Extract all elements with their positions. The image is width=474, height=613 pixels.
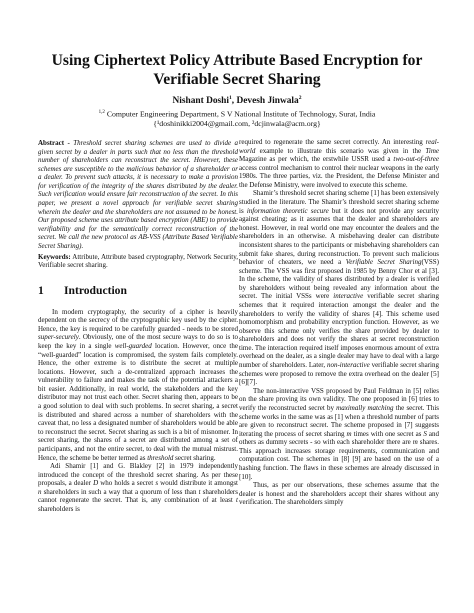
intro-p2-var: n: [38, 487, 42, 496]
body-paragraph-2: [239, 189, 439, 386]
left-column: [38, 139, 238, 514]
intro-p1-text: . Obviously, one of the most secure ways to do so is to keep the key in a single: [38, 333, 238, 350]
abstract-text: Threshold secret sharing schemes are used to divide a given secret by a dealer in parts such that no less than the threshold number of shareholders can reconstruct the secret. However, these schemes are susceptible to the malicious behavior of a shareholder or a dealer. To prevent such attacks, it is necessary to make a provision for verification of the integrity of the shares distributed by the dealer. Such verification would ensure fair reconstruction of the secret. In this paper, we present a novel approach for verifiable secret sharing wherein the dealer and the shareholders are not assumed to be honest. Our proposed scheme uses attribute based encryption (ABE) to provide verifiability and for the semantically correct reconstruction of the secret. We call the new protocol as AB-VSS (Attribute Based Verifiable Secret Sharing).: [38, 139, 238, 250]
intro-p1-text: secret sharing.: [173, 453, 216, 462]
body-p3-text: and others as dummy secrets - so with each shareholder there are: [239, 429, 439, 447]
intro-p2-text: Adi Shamir [1] and G. Blakley [2] in 1979 independently introduced the concept of the threshold secret sharing. As per these proposals, a dealer: [38, 462, 238, 488]
body-p2-emph: interactive: [333, 292, 364, 301]
body-p2-text: Shamir’s threshold secret sharing scheme [1] has been extensively studied in the literature. The Shamir’s threshold secret sharing scheme is: [239, 189, 439, 215]
body-p3-text: times with one secret as: [351, 429, 424, 438]
title-line-1: Using Ciphertext Policy Attribute Based Encryption for: [51, 52, 423, 69]
body-p3-emph: maximally matching: [336, 403, 394, 412]
intro-p1-text: In modern cryptography, the security of a cipher is heavily dependent on the secrecy of the cryptographic key used by the cipher. Hence, the key is required to be carefully guarded - needs to be stored: [38, 307, 238, 333]
body-p3-text: shares. This approach increases storage requirements, communication and computation cost. The schemes in [8] [9] are based on the use of a hashing function. The flaws in these schemes are already discussed in [10].: [239, 438, 439, 481]
body-p1-text: access control mechanism to control their nuclear weapons in the early 1980s. The three parties, viz. the President, the Defense Minister and the Defense Ministry, were involved to execute this scheme.: [239, 163, 439, 189]
right-column: [239, 138, 439, 507]
body-p1-emph: two-out-of-three: [393, 155, 439, 164]
body-p2-text: (VSS) scheme. The VSS was first proposed in 1985 by Benny Chor et al [3]. In the scheme, the validity of shares distributed by a dealer is verified by shareholders without being revealed any information about the secret. The initial VSSs were: [239, 258, 439, 301]
body-p3-var: S: [423, 429, 427, 438]
intro-p2-var: D: [93, 479, 99, 488]
body-p3-text: the secret. This scheme works in the same was as [1] when a threshold number of parts are given to reconstruct secret. The scheme proposed in [7] suggests iterating the process of secret sharing: [239, 403, 439, 438]
body-p2-emph: non-interactive: [326, 361, 370, 370]
affiliation-sup: 1,2: [98, 110, 105, 115]
intro-p2-text: would distribute it amongst: [158, 479, 238, 488]
author-2: Devesh Jinwala: [236, 96, 299, 107]
body-p1-text: example to illustrate this scenario was given in the: [255, 146, 426, 155]
affiliation-block: [20, 108, 454, 129]
intro-p1-emph: threshold: [147, 453, 174, 462]
affiliation-text: Computer Engineering Department, S V National Institute of Technology, Surat, India: [104, 109, 376, 119]
body-p1-emph: real-world: [239, 138, 439, 155]
abstract-label: Abstract -: [38, 139, 74, 147]
author-list: [20, 95, 454, 106]
intro-p2-text: shareholders cannot regenerate the secret. That is, any combination of at least: [38, 487, 238, 505]
body-p2-emph: information theoretic secure: [246, 206, 329, 215]
keywords: [38, 253, 238, 270]
author-separator: ,: [231, 96, 237, 107]
section-heading-introduction: [38, 284, 238, 297]
body-p2-text: verifiable secret sharing schemes were proposed to remove the extra overhead on the dealer [5][6][7].: [239, 361, 439, 387]
intro-p1-text: location. However, once the “well-guarded” location is compromised, the system fails completely. Hence, the other extreme is to distribute the secret at multiple locations. However, such a de-centralized approach increases the vulnerability to failure and makes the task of the potential attackers a bit easier. Additionally, in real world, the stakeholders and the key distributor may not trust each other. Secret sharing then, appears to be a good solution to deal with such problems. In secret sharing, a secret is distributed and shared across a number of shareholders with the caveat that, no less a designated number of shareholders would be able to reconstruct the secret. Secret sharing as such is a bit of misnomer. In secret sharing, the shares of a secret are distributed among a set of participants, and not the entire secret, to deal with the mutual mistrust. Hence, the scheme be better termed as: [38, 341, 238, 462]
keywords-text: Attribute, Attribute based cryptography, Network Security, Verifiable secret sharing.: [38, 252, 238, 270]
author-emails: {¹doshinikki2004@gmail.com, ²dcjinwala@acm.org}: [153, 119, 321, 129]
intro-p2-var: s: [155, 479, 159, 488]
intro-p1-emph: super-securely: [38, 333, 79, 342]
author-1-sup: 1: [229, 95, 232, 101]
intro-p2-var: t: [236, 496, 238, 505]
body-paragraph-4: [239, 481, 439, 507]
keywords-label: Keywords:: [38, 252, 71, 261]
section-number: 1: [38, 283, 44, 297]
author-2-sup: 2: [298, 95, 302, 101]
intro-paragraph-2: [38, 462, 238, 513]
body-p2-text: verifiable secret sharing schemes that it required interaction amongst the dealer and the shareholders to verify the validity of shares [4]. This scheme used homomorphism and probability encryption function. However, as we observe this scheme only verifies the share provided by dealer to shareholders and does not verify the shares at secret reconstruction time. The interaction required itself imposes enormous amount of extra overhead on the dealer, as a single dealer may have to deal with a large number of shareholders. Later,: [239, 292, 439, 370]
body-p2-text: but it does not provide any security against cheating; as it assumes that the dealer and shareholders are honest. However, in real world one may encounter the dealers and the shareholders in an otherwise. A misbehaving dealer can distribute inconsistent shares to the participants or misbehaving shareholders can submit fake shares, during reconstruction. To prevent such malicious behavior of cheaters, we need a: [239, 206, 440, 267]
body-p3-var: m: [346, 429, 352, 438]
intro-p1-emph: well-guarded: [114, 341, 152, 350]
body-p4-text: Thus, as per our observations, these schemes assume that the dealer is honest and the shareholders accept their shares without any verification. The shareholders simply: [239, 481, 439, 507]
body-paragraph-3: [239, 387, 439, 481]
intro-p2-var: t: [198, 487, 201, 496]
body-p3-var: m: [412, 438, 418, 447]
title-line-2: Verifiable Secret Sharing: [153, 70, 321, 88]
body-p1-emph: Time: [425, 146, 439, 155]
body-p1-text: Magazine as per which, the erstwhile USSR used a: [239, 155, 394, 164]
paper-title: [20, 52, 454, 89]
body-p1-text: required to regenerate the same secret correctly. An interesting: [239, 138, 426, 146]
intro-p2-text: shareholders is: [38, 504, 80, 513]
intro-paragraph-1: [38, 308, 238, 462]
section-title: Introduction: [64, 283, 127, 297]
body-p3-text: The non-interactive VSS proposed by Paul Feldman in [5] relies on the share proving its own validity. The one proposed in [6] tries to verify the reconstructed secret by: [239, 386, 439, 412]
body-p2-emph: Verifiable Secret Sharing: [345, 258, 422, 267]
author-1: Nishant Doshi: [172, 96, 229, 107]
intro-p2-text: who holds a secret: [98, 479, 156, 488]
body-paragraph-1: [239, 138, 439, 189]
abstract: [38, 139, 238, 251]
intro-p2-text: shareholders in such a way that a quorum of less than: [41, 487, 199, 496]
